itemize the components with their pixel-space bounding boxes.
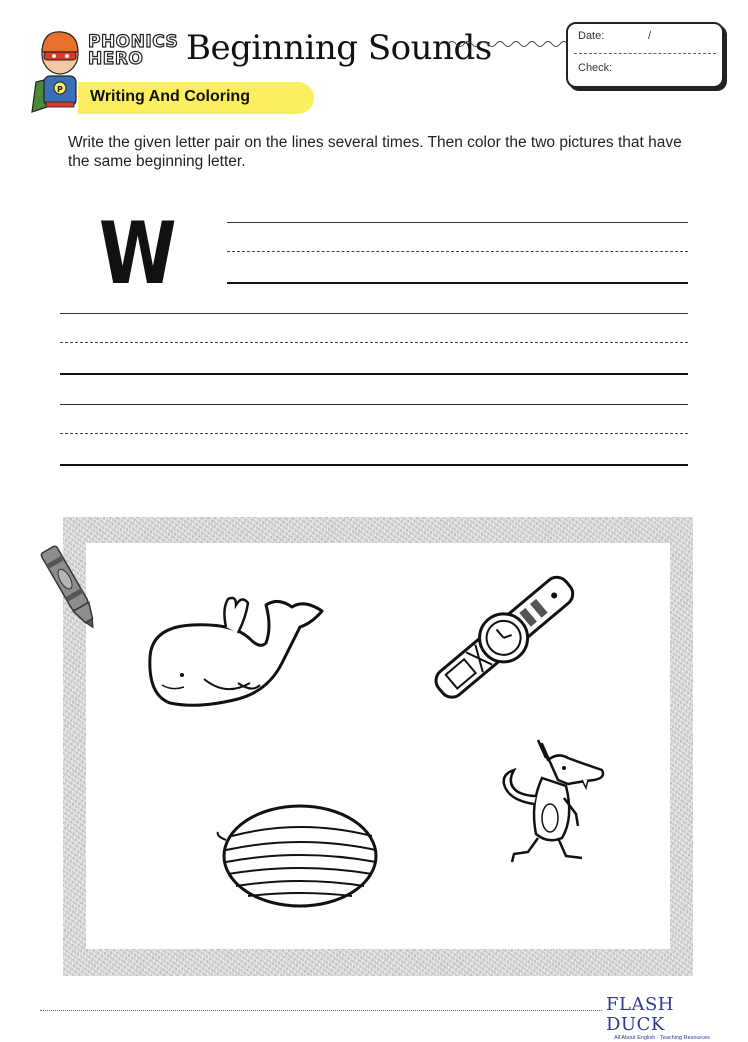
crayon-icon — [34, 536, 104, 636]
writing-line-top — [227, 222, 688, 223]
date-check-box — [566, 22, 724, 88]
footer-divider — [40, 1010, 602, 1011]
watch-icon — [432, 570, 578, 706]
wolf-icon — [498, 734, 610, 882]
whale-icon — [142, 587, 327, 715]
target-letter: W — [98, 204, 177, 304]
squiggle-decoration-icon — [448, 37, 570, 51]
logo-line-hero: HERO — [88, 49, 144, 69]
page-title: Beginning Sounds — [186, 28, 492, 68]
writing-line-base — [60, 373, 688, 375]
section-subtitle: Writing And Coloring — [90, 88, 250, 105]
brand-name: FLASH DUCK — [606, 994, 674, 1035]
date-separator: / — [648, 30, 652, 42]
date-label: Date: — [578, 30, 605, 42]
logo-line-phonics: PHONICS — [88, 32, 179, 52]
check-label: Check: — [578, 62, 613, 74]
writing-line-mid — [60, 342, 688, 343]
phonics-hero-mascot-icon — [30, 26, 82, 116]
svg-text:P: P — [57, 85, 63, 94]
writing-line-base — [60, 464, 688, 466]
date-divider — [574, 53, 716, 54]
flash-duck-logo — [606, 994, 726, 1041]
instructions-text: Write the given letter pair on the lines several times. Then color the two pictures that have the same beginning letter. — [68, 134, 682, 170]
brand-tagline: All About English · Teaching Resources — [614, 1035, 710, 1041]
writing-line-top — [60, 313, 688, 314]
writing-line-top — [60, 404, 688, 405]
phonics-hero-logo — [88, 34, 180, 74]
writing-line-mid — [227, 251, 688, 252]
writing-line-base — [227, 282, 688, 284]
writing-line-mid — [60, 433, 688, 434]
watermelon-icon — [214, 800, 380, 912]
